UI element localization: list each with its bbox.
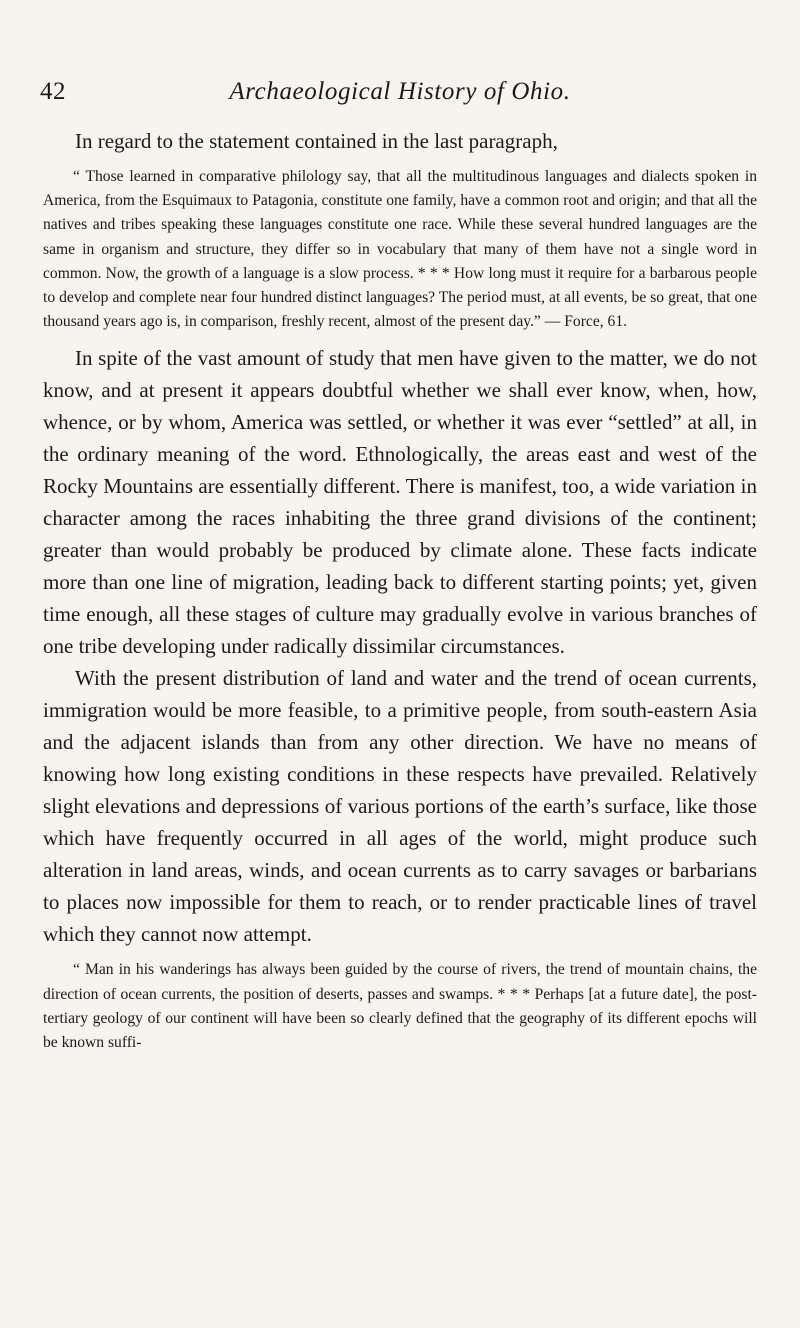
page-number: 42 [40,78,66,105]
block-quote-wanderings: “ Man in his wanderings has always been guided by the course of rivers, the trend of mountain chains, the direction of ocean currents, the position of deserts, passes and swamps. * * * Perhaps [at a future date], the post-tertiary geology of our continent will have been so clearly defined that the geography of its different epochs will be known suffi- [43,961,757,1052]
block-quote-force: “ Those learned in comparative philology say, that all the multitudinous languages and dialects spoken in America, from the Esquimaux to Patagonia, constitute one family, have a common root and origin; and that all the natives and tribes speaking these languages constitute one race. While these several hundred languages are the same in organism and structure, they differ so in vocabulary that many of them have not a single word in common. Now, the growth of a language is a slow process. * * * How long must it require for a barbarous people to develop and complete near four hundred distinct languages? The period must, at all events, be so great, that one thousand years ago is, in comparison, freshly recent, almost of the present day.” — Force, 61. [43,168,757,331]
page-header [40,78,760,118]
paragraph-settlement: In spite of the vast amount of study that men have given to the matter, we do not know, and at present it appears doubtful whether we shall ever know, when, how, whence, or by whom, America was settled, or whether it was ever “settled” at all, in the ordinary meaning of the word. Ethnologically, the areas east and west of the Rocky Mountains are essentially different. There is manifest, too, a wide variation in character among the races inhabiting the three grand divisions of the continent; greater than would probably be produced by climate alone. These facts indicate more than one line of migration, leading back to different starting points; yet, given time enough, all these stages of culture may gradually evolve in various branches of one tribe developing under radically dissimilar circumstances. [43,346,757,659]
paragraph-immigration: With the present distribution of land and water and the trend of ocean currents, immigration would be more feasible, to a primitive people, from south-eastern Asia and the adjacent islands than from any other direction. We have no means of knowing how long existing conditions in these respects have prevailed. Relatively slight elevations and depressions of various portions of the earth’s surface, like those which have frequently occurred in all ages of the world, might produce such alteration in land areas, winds, and ocean currents as to carry savages or barbarians to places now impossible for them to reach, or to render practicable lines of travel which they cannot now attempt. [43,666,757,947]
page-body [43,125,757,1063]
intro-paragraph: In regard to the statement contained in the last paragraph, [75,129,558,153]
running-title: Archaeological History of Ohio. [229,78,571,105]
